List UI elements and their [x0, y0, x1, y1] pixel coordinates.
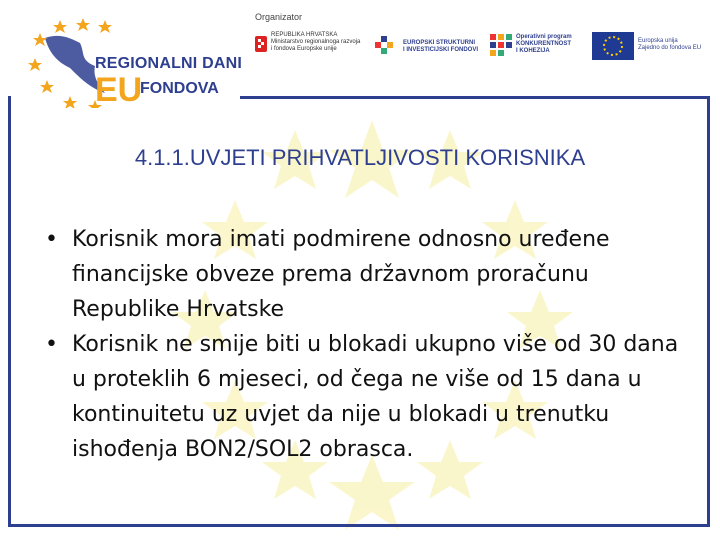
slide-title: 4.1.1.UVJETI PRIHVATLJIVOSTI KORISNIKA: [134, 145, 586, 170]
logo-big-text: EU: [95, 71, 143, 109]
croatian-coat-of-arms-icon: [255, 36, 267, 52]
bullet-text: Korisnik mora imati podmirene odnosno uređene financijske obveze prema državnom proračunu Republike Hrvatske: [72, 227, 610, 322]
bullet-item: [45, 327, 685, 467]
partner-opkk: [490, 30, 585, 64]
bullet-dot-icon: •: [45, 227, 58, 252]
bullet-dot-icon: •: [45, 332, 58, 357]
bullet-item: [45, 222, 685, 327]
logo-line2: FONDOVA: [140, 80, 219, 97]
esif-logo-icon: [375, 36, 399, 56]
partner-eu-text: Europska unija Zajedno do fondova EU: [638, 38, 702, 51]
eu-flag-icon: [592, 32, 634, 60]
logo-line1: REGIONALNI DANI: [95, 55, 242, 72]
partner-esif-text: EUROPSKI STRUKTURNI I INVESTICIJSKI FONDOVI: [403, 40, 479, 53]
partner-esif: [375, 30, 485, 64]
organizer-label: Organizator: [255, 12, 303, 22]
partner-opkk-text: Operativni program KONKURENTNOST I KOHEZIJA: [516, 34, 572, 54]
opkk-logo-icon: [490, 34, 512, 56]
slide-content: [45, 222, 685, 467]
frame-top-border: [240, 96, 707, 99]
partner-ministry-text: REPUBLIKA HRVATSKA Ministarstvo regionalnoga razvoja i fondova Europske unije: [271, 32, 361, 52]
partner-ministry: [255, 30, 365, 64]
bullet-text: Korisnik ne smije biti u blokadi ukupno više od 30 dana u proteklih 6 mjeseci, od čega ne više od 15 dana u kontinuitetu uz uvjet da nije u blokadi u trenutku ishođenja BON2/SOL2 obrasca.: [72, 332, 679, 462]
partner-eu: [592, 30, 712, 64]
